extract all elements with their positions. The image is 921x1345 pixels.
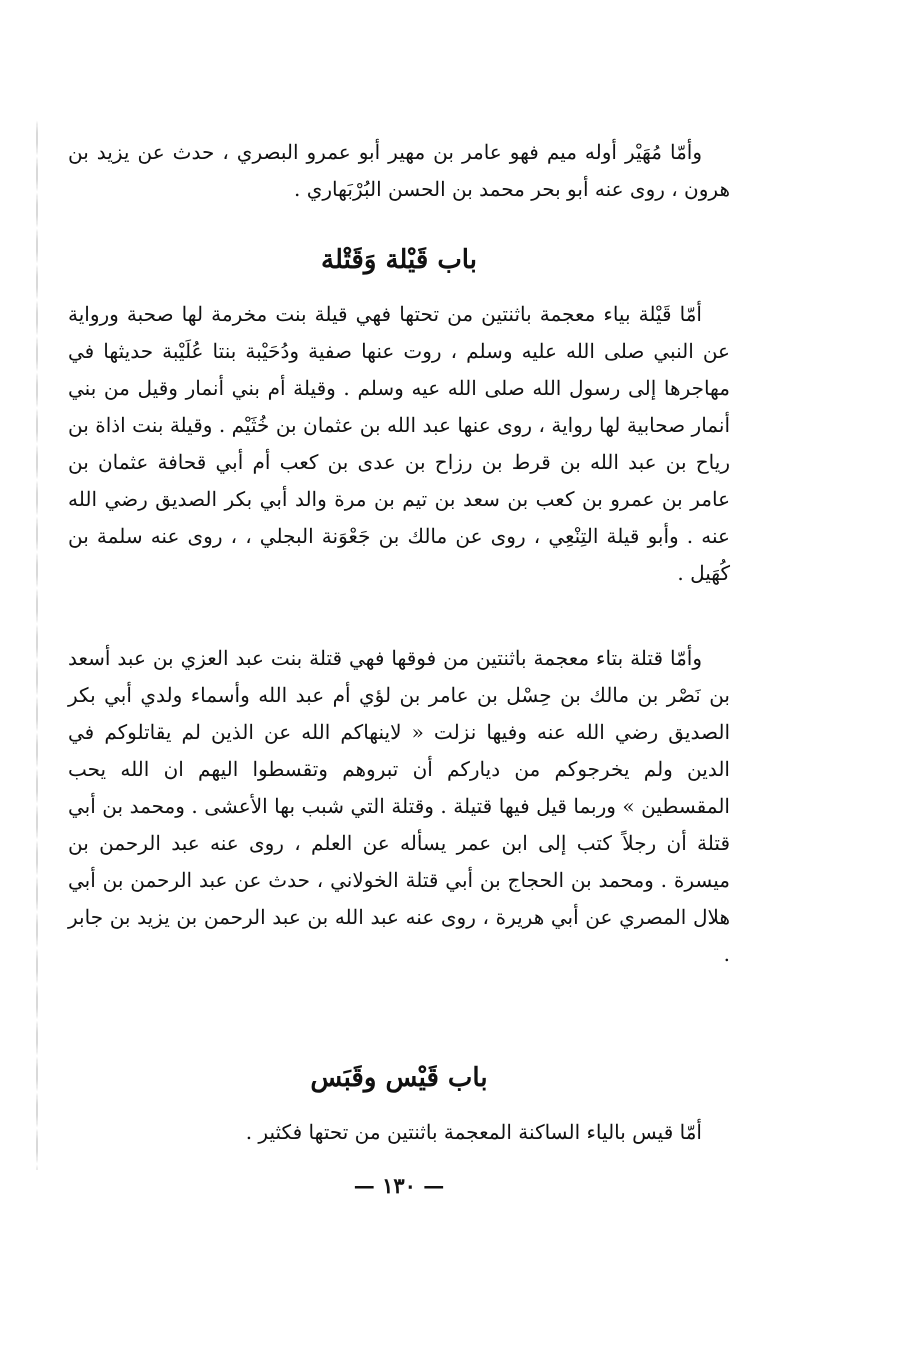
chapter-heading-qayla-qatla: باب قَيْلة وَقَتْلة [321,245,477,275]
paragraph-text: أمّا قيس بالياء الساكنة المعجمة باثنتين من تحتها فكثير . [245,1120,702,1144]
paragraph-text: وأمّا قتلة بتاء معجمة باثنتين من فوقها فهي قتلة بنت عبد العزي بن عبد أسعد بن نَصْر بن مالك بن حِسْل بن عامر بن لؤي أم عبد الله وأسماء ولدي أبي بكر الصديق رضي الله عنه وفيها نزلت « لاينهاكم الله عن الذين لم يقاتلوكم في الدين ولم يخرجوكم من دياركم أن تبروهم وتقسطوا اليهم ان الله يحب المقسطين » وربما قيل فيها قتيلة . وقتلة التي شبب بها الأعشى . ومحمد بن أبي قتلة أن رجلاً كتب إلى ابن عمر يسأله عن العلم ، روى عنه عبد الرحمن بن ميسرة . ومحمد بن الحجاج بن أبي قتلة الخولاني ، حدث عن عبد الرحمن بن أبي هلال المصري عن أبي هريرة ، روى عنه عبد الله بن عبد الرحمن بن يزيد بن جابر . [68,646,730,966]
scan-edge-marks [36,120,38,1170]
paragraph-text: أمّا قَيْلة بياء معجمة باثنتين من تحتها فهي قيلة بنت مخرمة لها صحبة ورواية عن النبي صلى الله عليه وسلم ، روت عنها صفية ودُحَيْبة بنتا عُلَيْبة حديثها في مهاجرها إلى رسول الله صلى الله عيه وسلم . وقيلة أم بني أنمار وقيل من بني أنمار صحابية لها رواية ، روى عنها عبد الله بن عثمان بن خُثَيْم . وقيلة بنت اذاة بن رياح بن عبد الله بن قرط بن رزاح بن عدى بن كعب أم أبي قحافة عثمان بن عامر بن عمرو بن كعب بن سعد بن تيم بن مرة والد أبي بكر الصديق رضي الله عنه . وأبو قيلة التِنْعِي ، روى عن مالك بن جَعْوَنة البجلي ، ، روى عنه سلمة بن كُهَيل . [68,302,730,585]
chapter-heading-qays-qabas: باب قَيْس وقَبَس [310,1063,488,1093]
paragraph-qays [68,1114,730,1151]
paragraph-qatla [68,640,730,973]
paragraph-text: وأمّا مُهَيْر أوله ميم فهو عامر بن مهير أبو عمرو البصري ، حدث عن يزيد بن هرون ، روى عنه أبو بحر محمد بن الحسن البُرْبَهاري . [68,140,730,201]
paragraph-qayla [68,296,730,592]
page-number: — ١٣٠ — [353,1173,445,1198]
paragraph-muhayr [68,134,730,208]
